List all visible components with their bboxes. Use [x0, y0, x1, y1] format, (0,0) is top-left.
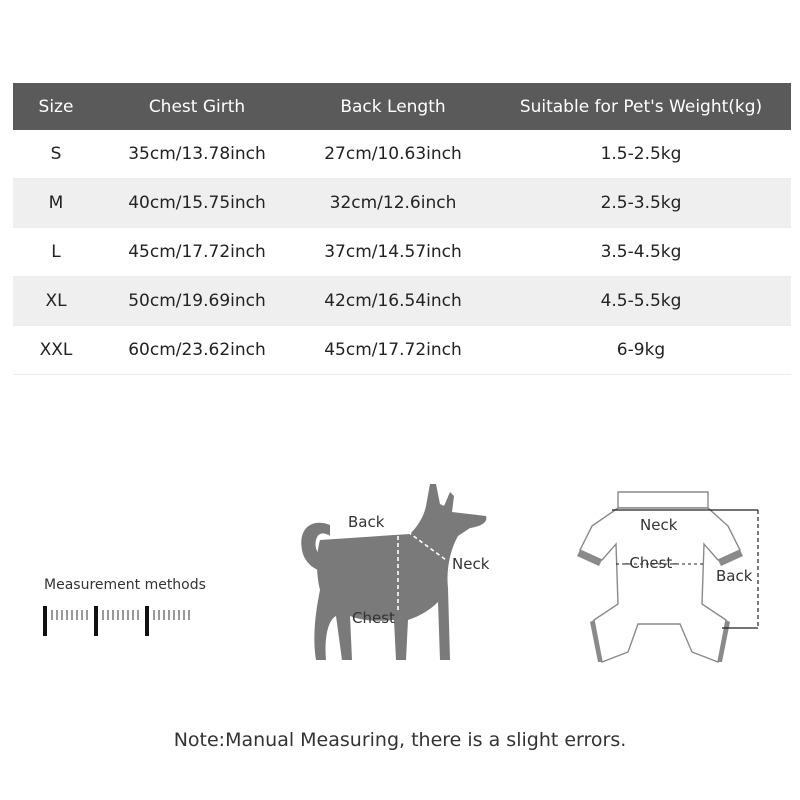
cell-back: 45cm/17.72inch: [324, 340, 462, 360]
cell-back: 42cm/16.54inch: [324, 291, 462, 311]
measurement-methods-title: Measurement methods: [44, 577, 206, 593]
garment-label-back: Back: [716, 567, 753, 585]
cell-size: XL: [45, 291, 67, 311]
ruler-icon: [42, 604, 202, 638]
cell-back: 37cm/14.57inch: [324, 242, 462, 262]
cell-chest: 45cm/17.72inch: [128, 242, 266, 262]
cell-back: 27cm/10.63inch: [324, 144, 462, 164]
header-chest-girth: Chest Girth: [148, 96, 246, 117]
cell-size: L: [51, 242, 61, 262]
garment-measurement-diagram: [572, 486, 768, 666]
header-size: Size: [38, 96, 74, 117]
cell-size: M: [48, 193, 64, 213]
size-chart-table: [13, 83, 791, 375]
table-header-row: [13, 83, 791, 130]
table-row: [13, 326, 791, 375]
cell-chest: 40cm/15.75inch: [128, 193, 266, 213]
header-weight: Suitable for Pet's Weight(kg): [519, 96, 763, 117]
cell-size: S: [50, 144, 62, 164]
cell-weight: 4.5-5.5kg: [600, 291, 682, 311]
cell-chest: 35cm/13.78inch: [128, 144, 266, 164]
cell-size: XXL: [39, 340, 73, 360]
cell-chest: 60cm/23.62inch: [128, 340, 266, 360]
garment-label-chest: -Chest-: [624, 554, 678, 572]
dog-label-chest: Chest: [352, 609, 395, 627]
cell-weight: 1.5-2.5kg: [600, 144, 682, 164]
cell-back: 32cm/12.6inch: [329, 193, 457, 213]
cell-weight: 6-9kg: [616, 340, 666, 360]
garment-label-neck: Neck: [640, 516, 678, 534]
dog-measurement-diagram: [290, 470, 510, 670]
cell-weight: 3.5-4.5kg: [600, 242, 682, 262]
table-row: [13, 277, 791, 326]
cell-weight: 2.5-3.5kg: [600, 193, 682, 213]
measuring-note: Note:Manual Measuring, there is a slight errors.: [173, 729, 627, 751]
dog-label-back: Back: [348, 513, 385, 531]
table-row: [13, 179, 791, 228]
table-row: [13, 130, 791, 179]
table-row: [13, 228, 791, 277]
cell-chest: 50cm/19.69inch: [128, 291, 266, 311]
header-back-length: Back Length: [340, 96, 446, 117]
dog-label-neck: Neck: [452, 555, 490, 573]
